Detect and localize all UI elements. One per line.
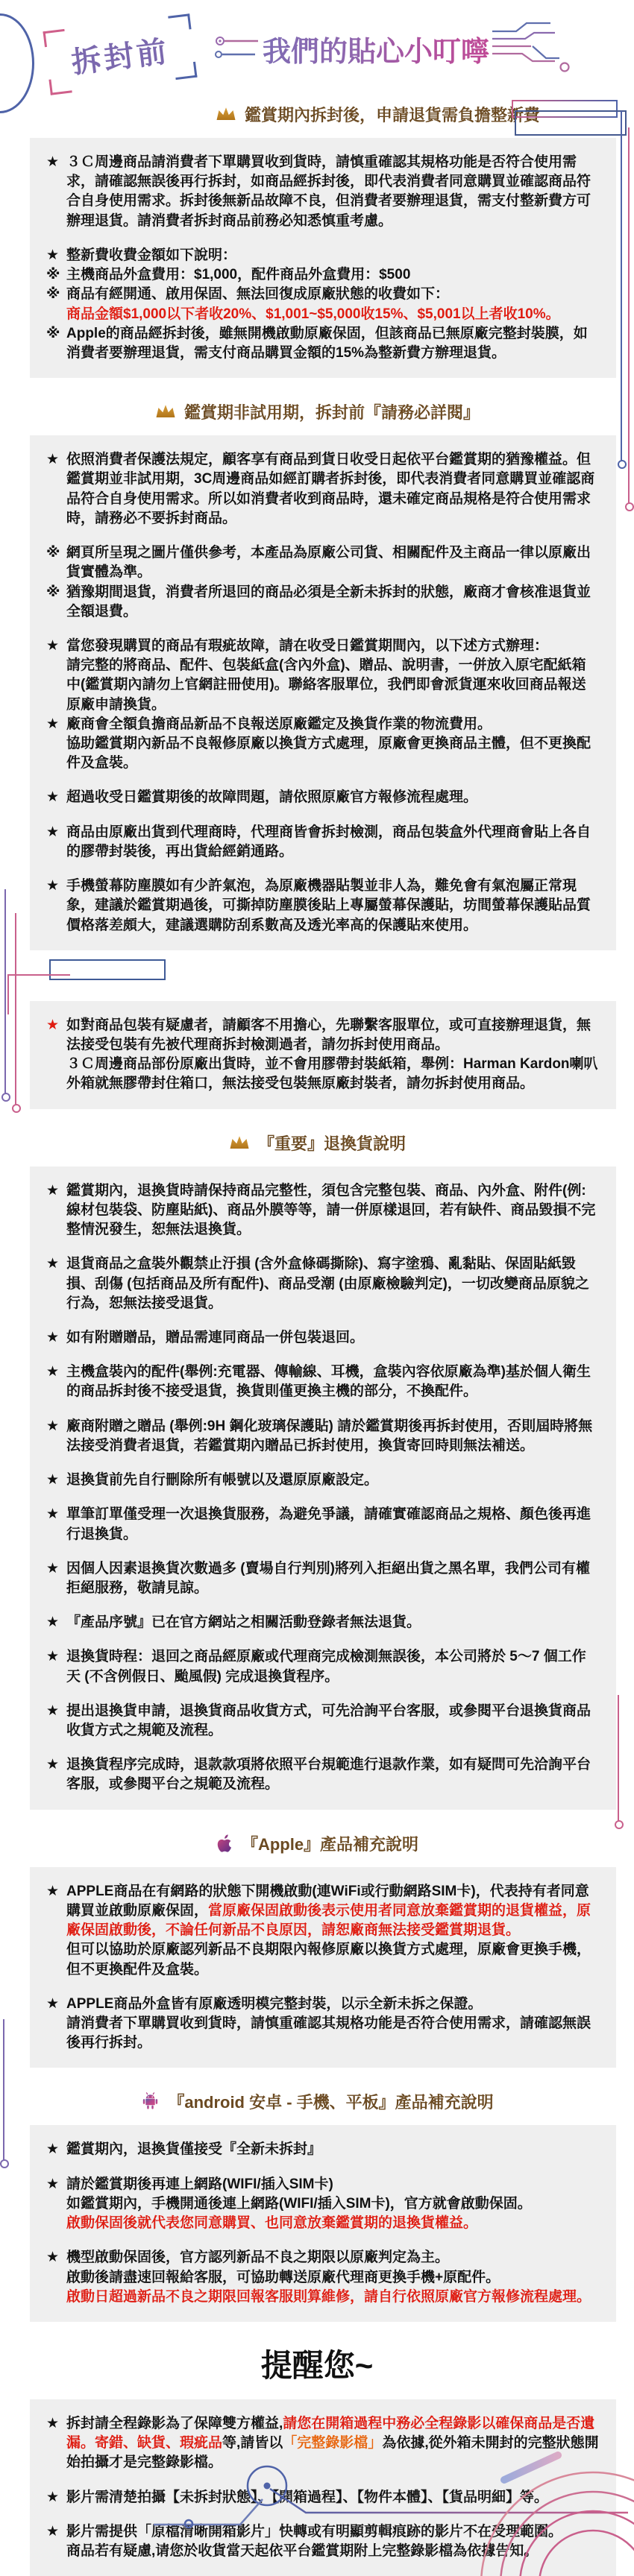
notice-box-return-policy [30, 1167, 616, 1810]
note-text: Apple的商品經拆封後，雖無開機啟動原廠保固，但該商品已無原廠完整封裝膜，如消費者要辦理退貨，需支付商品購買金額的15%為整新費方辦理退貨。 [66, 325, 588, 361]
stamp-corner-icon [48, 77, 72, 95]
crown-icon-wrap [228, 1134, 251, 1152]
star-bullet: ★ [46, 154, 60, 170]
section-heading-label: 『android 安卓 - 手機、平板』產品補充說明 [168, 2093, 494, 2112]
section-android [0, 2090, 634, 2322]
note-text: 影片需提供「原檔清晰開箱影片」快轉或有明顯剪輯痕跡的影片不在受理範圍。 商品若有疑慮,请您於收貨當天起依平台鑑賞期附上完整錄影檔為依據告知。 [66, 2523, 563, 2560]
circuit-pin-decoration [628, 127, 630, 504]
stamp-corner-icon [43, 29, 66, 47]
star-bullet: ★ [46, 1702, 60, 1719]
star-bullet: ★ [46, 789, 60, 806]
section-heading-reminder [0, 2341, 634, 2386]
note-paragraph [46, 788, 600, 807]
note-paragraph [46, 1254, 600, 1313]
notice-box-android [30, 2125, 616, 2322]
note-text: 網頁所呈現之圖片僅供參考，本產品為原廠公司貨、相關配件及主商品一律以原廠出貨實體為準。 [66, 545, 591, 581]
star-bullet: ★ [46, 1182, 60, 1199]
section-heading-apple [0, 1832, 634, 1855]
note-paragraph [46, 1417, 600, 1456]
note-paragraph [46, 823, 600, 862]
section-heading-label: 『Apple』產品補充說明 [241, 1834, 419, 1854]
star-bullet: ★ [46, 878, 60, 894]
star-bullet: ★ [46, 2141, 60, 2158]
circuit-pin-decoration [3, 2019, 4, 2161]
section-heading-not-trial [0, 400, 634, 423]
note-text: 拆封請全程錄影為了保障雙方權益,請您在開箱過程中務必全程錄影以確保商品是否遺漏。寄錯、缺貨、瑕疵品等,請皆以「完整錄影檔」為依據,從外箱未開封的完整狀態開始拍攝才是完整錄影檔。 [66, 2415, 599, 2471]
note-text: 如有附贈贈品，贈品需連同商品一併包裝退回。 [66, 1329, 365, 1345]
pin-ring-icon [0, 2159, 9, 2168]
note-paragraph [46, 1613, 600, 1632]
note-text: 機型啟動保固後，官方認列新品不良之期限以原廠判定為主。 啟動後請盡速回報給客服，可協助轉送原廠代理商更換手機+原配件。 啟動日超過新品不良之期限回報客服則算維修，請自行依照原廠官方報修流程處理。 [66, 2250, 591, 2305]
star-bullet: ★ [46, 1757, 60, 1773]
circuit-left-icon [213, 33, 260, 64]
section-heading-label: 鑑賞期內拆封後，申請退貨需負擔整新費 [245, 106, 541, 124]
note-paragraph [46, 450, 600, 528]
circuit-pin-decoration [4, 889, 6, 1094]
note-text: 『產品序號』已在官方網站之相關活動登錄者無法退貨。 [66, 1614, 421, 1631]
star-bullet: ★ [46, 1017, 60, 1033]
note-paragraph [46, 324, 600, 363]
stamp-label: 拆封前 [69, 33, 172, 80]
note-paragraph [46, 1181, 600, 1240]
note-text: 請於鑑賞期後再連上網路(WIFI/插入SIM卡) 如鑑賞期內，手機開通後連上網路(WIFI/插入SIM卡)，官方就會啟動保固。 啟動保固後就代表您同意購買、也同意放棄鑑賞期的退換貨權益。 [66, 2176, 532, 2232]
note-paragraph [46, 1755, 600, 1794]
note-paragraph [46, 877, 600, 935]
pin-ring-icon [1, 1093, 10, 1102]
star-bullet: ★ [46, 637, 60, 654]
note-text: 如對商品包裝有疑慮者，請顧客不用擔心，先聯繫客服單位，或可直接辦理退貨，無法接受包裝有先被代理商拆封檢測過者，請勿拆封使用商品。 ３Ｃ周邊商品部份原廠出貨時，並不會用膠帶封裝紙箱，舉例：Harman Kardon喇叭外箱就無膠帶封住箱口，無法接受包裝無原廠封裝者，請勿拆封使用商品。 [66, 1017, 598, 1092]
star-bullet: ★ [46, 1560, 60, 1576]
notice-box-packaging-doubt [30, 1001, 616, 1109]
note-text: 主機商品外盒費用：$1,000，配件商品外盒費用：$500 [66, 267, 411, 283]
star-bullet: ★ [46, 1364, 60, 1380]
section-packaging-doubt [0, 955, 634, 1109]
circuit-pin-decoration [15, 913, 16, 1105]
note-text: 影片需清楚拍攝【未拆封狀態】、【開箱過程】、【物件本體】、【貨品明細】等。 [66, 2489, 549, 2505]
note-paragraph [46, 637, 600, 715]
note-paragraph [46, 1702, 600, 1740]
stamp-corner-icon [168, 13, 191, 31]
note-paragraph [46, 1016, 600, 1094]
star-bullet: ★ [46, 452, 60, 468]
star-bullet: ★ [46, 2250, 60, 2266]
note-text: 商品有經開通、啟用保固、無法回復成原廠狀態的收費如下： 商品金額$1,000以下者收20%、$1,001~$5,000收15%、$5,001以上者收10%。 [66, 286, 560, 322]
android-icon [140, 2092, 160, 2112]
star-bullet: ★ [46, 716, 60, 732]
star-bullet: ★ [46, 1883, 60, 1899]
note-paragraph [46, 2175, 600, 2234]
star-bullet: ★ [46, 2176, 60, 2192]
apple-icon-wrap [216, 1833, 234, 1854]
notice-box-apple [30, 1867, 616, 2068]
star-bullet: ★ [46, 247, 60, 263]
note-text: 當您發現購買的商品有瑕疵故障，請在收受日鑑賞期間內，以下述方式辦理： 請完整的將商品、配件、包裝紙盒(含內外盒)、贈品、說明書，一併放入原宅配紙箱中(鑑賞期內請勿上官網註冊使用)。聯絡客服單位，我們即會派貨運來收回商品報送原廠申請換貨。 [66, 637, 586, 713]
notice-box-refurb-fee [30, 138, 616, 378]
star-bullet: ★ [46, 1995, 60, 2012]
note-text: 退換貨前先自行刪除所有帳號以及還原原廠設定。 [66, 1472, 379, 1489]
note-text: 整新費收費金額如下說明： [66, 247, 237, 263]
note-paragraph [46, 1882, 600, 1980]
reference-bullet: ※ [46, 584, 60, 600]
star-bullet: ★ [46, 1329, 60, 1345]
pin-ring-icon [12, 1104, 21, 1113]
notice-sections [0, 103, 634, 2576]
star-bullet: ★ [46, 2489, 60, 2505]
reference-bullet: ※ [46, 267, 60, 283]
star-bullet: ★ [46, 2523, 60, 2539]
section-heading-refurb-fee [0, 103, 634, 126]
pin-ring-icon [618, 460, 627, 469]
pin-ring-icon [625, 502, 634, 511]
star-bullet: ★ [46, 1256, 60, 1272]
bottom-circuit-decoration [0, 2381, 634, 2528]
section-not-trial [0, 400, 634, 950]
note-text: 廠商附贈之贈品 (舉例:9H 鋼化玻璃保護貼) 請於鑑賞期後再拆封使用，否則屆時將無法接受消費者退貨，若鑑賞期內贈品已拆封使用，換貨寄回時則無法補送。 [66, 1418, 593, 1453]
reference-bullet: ※ [46, 545, 60, 561]
section-apple [0, 1832, 634, 2068]
note-paragraph [46, 715, 600, 774]
section-heading-return-policy [0, 1131, 634, 1155]
notice-header [0, 0, 634, 103]
star-bullet: ★ [46, 1472, 60, 1489]
pre-unseal-stamp [43, 13, 197, 95]
note-paragraph [46, 1328, 600, 1348]
note-text: 超過收受日鑑賞期後的故障問題，請依照原廠官方報修流程處理。 [66, 789, 478, 806]
note-text: 猶豫期間退貨，消費者所退回的商品必須是全新未拆封的狀態，廠商才會核准退貨並全額退費。 [66, 584, 591, 619]
section-heading-android [0, 2090, 634, 2113]
note-paragraph [46, 1363, 600, 1401]
note-text: APPLE商品外盒皆有原廠透明模完整封裝，以示全新未拆之保證。 請消費者下單購買收到貨時，請慎重確認其規格功能是否符合使用需求，請確認無誤後再行拆封。 [66, 1995, 591, 2051]
note-text: 鑑賞期內，退換貨僅接受『全新未拆封』 [66, 2141, 322, 2158]
title-row [213, 19, 580, 78]
star-bullet: ★ [46, 1649, 60, 1665]
android-icon-wrap [140, 2092, 160, 2112]
note-text: 單筆訂單僅受理一次退換貨服務，為避免爭議，請確實確認商品之規格、顏色後再進行退換貨。 [66, 1506, 591, 1542]
note-paragraph [46, 1647, 600, 1686]
section-heading-label: 提醒您~ [260, 2347, 374, 2383]
crown-icon-wrap [154, 403, 177, 420]
crown-icon [228, 1134, 251, 1152]
star-bullet: ★ [46, 824, 60, 840]
section-heading-label: 『重要』退換貨說明 [257, 1134, 406, 1153]
section-refurb-fee [0, 103, 634, 378]
note-text: 商品由原廠出貨到代理商時，代理商皆會拆封檢測，商品包裝盒外代理商會貼上各自的膠帶封裝後，再出貨給經銷通路。 [66, 824, 591, 859]
note-text: 退換貨程序完成時，退款款項將依照平台規範進行退款作業，如有疑問可先洽詢平台客服，或參閱平台之規範及流程。 [66, 1757, 591, 1793]
star-bullet: ★ [46, 1418, 60, 1434]
note-paragraph [46, 583, 600, 622]
note-paragraph [46, 1505, 600, 1544]
note-paragraph [46, 1559, 600, 1598]
note-paragraph [46, 1471, 600, 1490]
page-title: 我們的貼心小叮嚀 [263, 28, 489, 69]
note-paragraph [46, 1995, 600, 2053]
section-heading-label: 鑑賞期非試用期，拆封前『請務必詳閱』 [183, 403, 480, 423]
note-text: ３Ｃ周邊商品請消費者下單購買收到貨時，請慎重確認其規格功能是否符合使用需求，請確認無誤後再行拆封，如商品經拆封後，即代表消費者同意購買並確認商品符合自身使用需求。拆封後無新品故障不良，但消費者要辦理退貨，需支付整新費方可辦理退貨。請消費者拆封商品前務必知悉慎重考慮。 [66, 154, 591, 229]
reference-bullet: ※ [46, 286, 60, 303]
note-text: 廠商會全額負擔商品新品不良報送原廠鑑定及換貨作業的物流費用。 協助鑑賞期內新品不良報修原廠以換貨方式處理，原廠會更換商品主體，但不更換配件及盒裝。 [66, 716, 591, 771]
note-text: 主機盒裝內的配件(舉例:充電器、傳輸線、耳機，盒裝內容依原廠為準)基於個人衛生的商品拆封後不接受退貨，換貨則僅更換主機的部分，不換配件。 [66, 1364, 591, 1400]
note-text: 手機螢幕防塵膜如有少許氣泡，為原廠機器貼製並非人為，難免會有氣泡屬正常現象，建議於鑑賞期過後，可撕掉防塵膜後貼上專屬螢幕保護貼，坊間螢幕保護貼品質價格落差頗大，建議選購防刮系數高及透光率高的保護貼來使用。 [66, 878, 591, 933]
star-bullet: ★ [46, 1506, 60, 1523]
note-text: 因個人因素退換貨次數過多 (賣場自行判別)將列入拒絕出貨之黑名單，我們公司有權拒絕服務，敬請見諒。 [66, 1560, 590, 1596]
note-paragraph [46, 2248, 600, 2307]
note-paragraph [46, 246, 600, 265]
note-text: 退貨商品之盒裝外觀禁止汙損 (含外盒條碼撕除)、寫字塗鴉、亂黏貼、保固貼紙毀損、刮傷 (包括商品及所有配件)、商品受潮 (由原廠檢驗判定)，一切改變商品原貌之行為，恕無法接受退貨。 [66, 1256, 589, 1311]
note-paragraph [46, 543, 600, 582]
note-paragraph [46, 265, 600, 285]
note-paragraph [46, 2140, 600, 2159]
star-bullet: ★ [46, 2415, 60, 2431]
note-text: 退換貨時程：退回之商品經原廠或代理商完成檢測無誤後，本公司將於 5～7 個工作天 (不含例假日、颱風假) 完成退換貨程序。 [66, 1649, 586, 1685]
pin-ring-icon [615, 1820, 624, 1829]
circuit-pin-decoration [618, 1695, 619, 1822]
note-text: 依照消費者保護法規定，顧客享有商品到貨日收受日起依平台鑑賞期的猶豫權益。但鑑賞期並非試用期，3C周邊商品如經訂購者拆封後，即代表消費者同意購買並確認商品符合自身使用需求。所以如消費者收到商品時，還未確定商品規格是符合使用需求時，請務必不要拆封商品。 [66, 452, 595, 526]
note-text: 提出退換貨申請，退換貨商品收貨方式，可先洽詢平台客服，或參閱平台退換貨商品收貨方式之規範及流程。 [66, 1702, 591, 1739]
star-bullet: ★ [46, 1614, 60, 1631]
notice-box-not-trial [30, 435, 616, 950]
section-return-policy [0, 1131, 634, 1810]
note-paragraph [46, 285, 600, 323]
decor-corner-rects [28, 955, 634, 1001]
reference-bullet: ※ [46, 325, 60, 341]
apple-icon [216, 1833, 234, 1854]
note-text: APPLE商品在有網路的狀態下開機啟動(連WiFi或行動網路SIM卡)，代表持有者同意購買並啟動原廠保固，當原廠保固啟動後表示使用者同意放棄鑑賞期的退貨權益，原廠保固啟動後，不論任何新品不良原因，請恕廠商無法接受鑑賞期退貨。 但可以協助於原廠認列新品不良期限內報修原廠以換貨方式處理，原廠會更換手機，但不更換配件及盒裝。 [66, 1883, 591, 1977]
crown-icon [215, 106, 237, 123]
note-text: 鑑賞期內，退換貨時請保持商品完整性，須包含完整包裝、商品、內外盒、附件(例:線材包裝袋、防塵貼紙)、商品外膜等等，請一併原樣退回，若有缺件、商品毀損不完整情況發生，恕無法退換貨。 [66, 1182, 596, 1238]
crown-icon-wrap [215, 106, 237, 123]
left-edge-arc-decoration [0, 13, 34, 113]
crown-icon [154, 403, 177, 420]
note-paragraph [46, 153, 600, 231]
stamp-corner-icon [174, 62, 197, 80]
circuit-right-icon [492, 19, 580, 78]
